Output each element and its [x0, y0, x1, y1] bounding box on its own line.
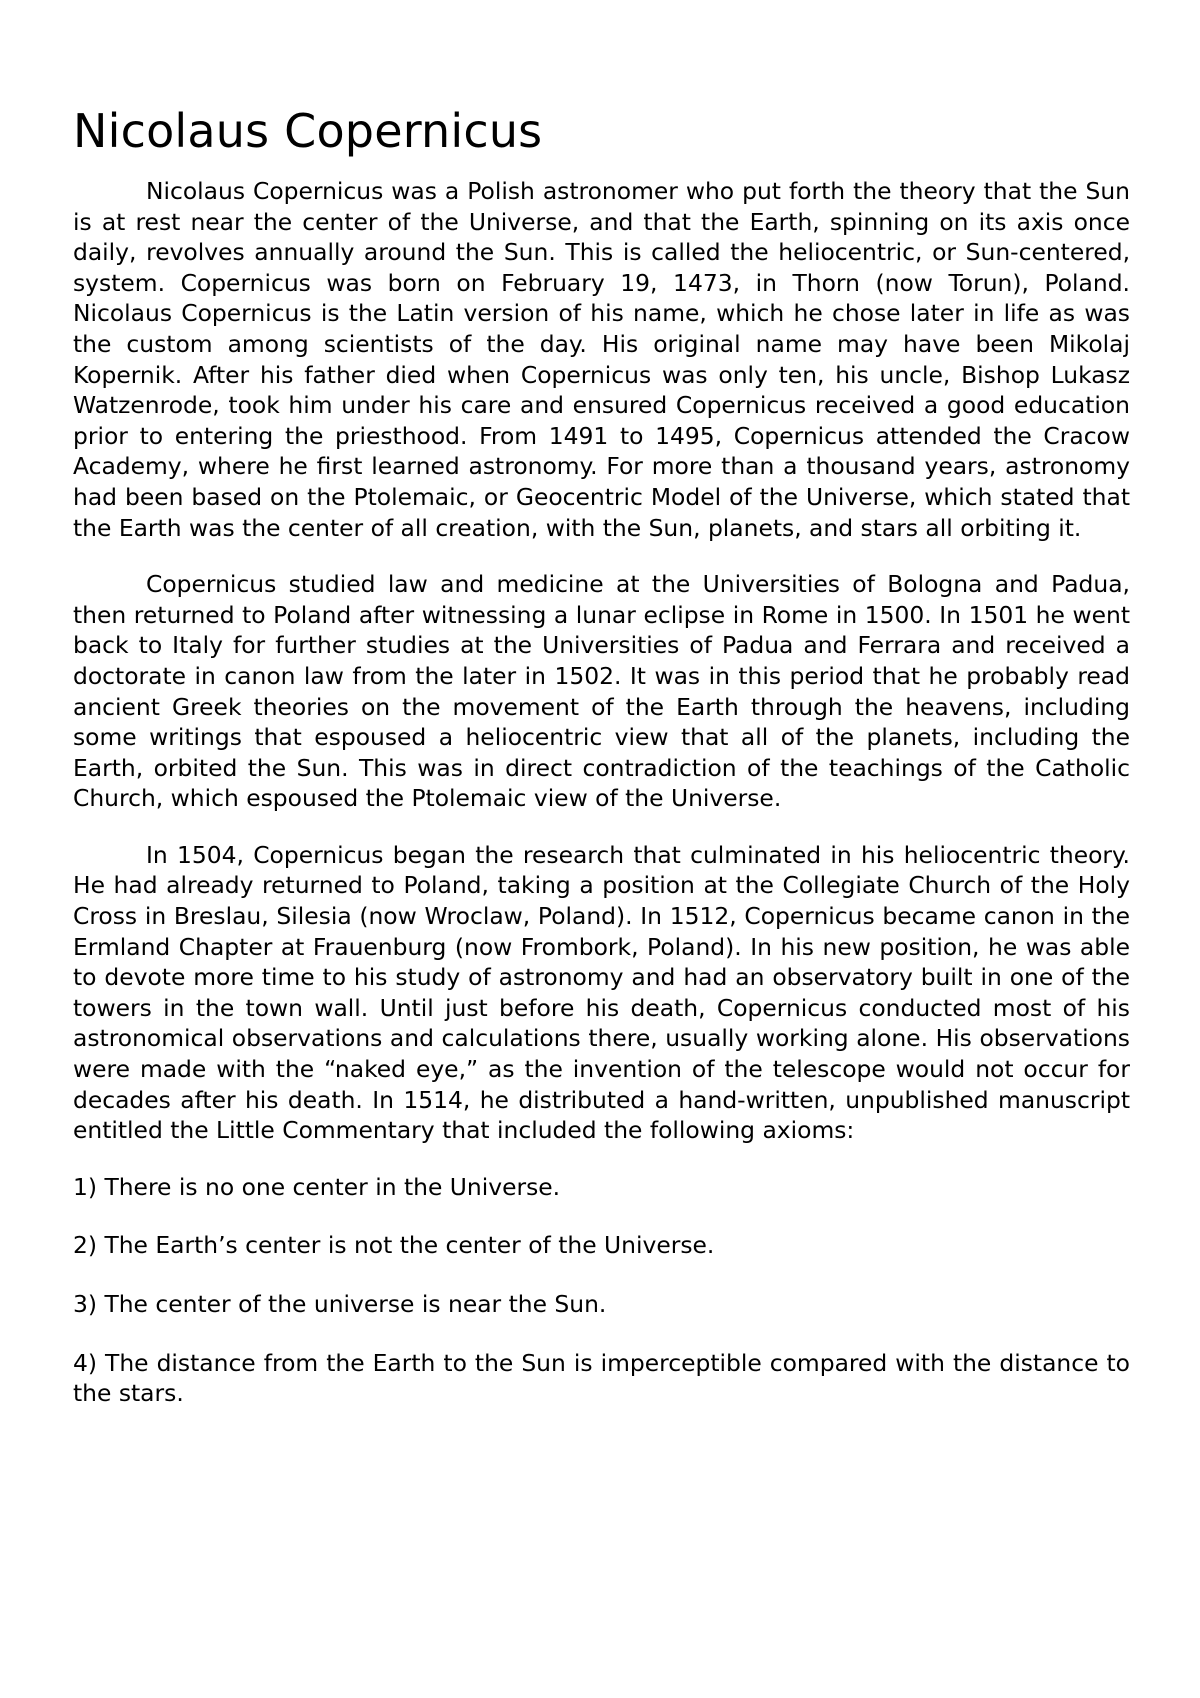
- paragraph-early-life: Nicolaus Copernicus was a Polish astronomer who put forth the theory that the Sun is at rest near the center of the Universe, and that the Earth, spinning on its axis once daily, revolves annually around the Sun. This is called the heliocentric, or Sun-centered, system. Copernicus was born on February 19, 1473, in Thorn (now Torun), Poland. Nicolaus Copernicus is the Latin version of his name, which he chose later in life as was the custom among scientists of the day. His original name may have been Mikolaj Kopernik. After his father died when Copernicus was only ten, his uncle, Bishop Lukasz Watzenrode, took him under his care and ensured Copernicus received a good education prior to entering the priesthood. From 1491 to 1495, Copernicus attended the Cracow Academy, where he first learned astronomy. For more than a thousand years, astronomy had been based on the Ptolemaic, or Geocentric Model of the Universe, which stated that the Earth was the center of all creation, with the Sun, planets, and stars all orbiting it.: [73, 177, 1130, 542]
- axiom-item: 3) The center of the universe is near the Sun.: [73, 1290, 607, 1318]
- axioms-list: [73, 1172, 1130, 1409]
- document-title: Nicolaus Copernicus: [73, 104, 543, 158]
- document-page: [73, 95, 1130, 1437]
- paragraph-studies: Copernicus studied law and medicine at the Universities of Bologna and Padua, then returned to Poland after witnessing a lunar eclipse in Rome in 1500. In 1501 he went back to Italy for further studies at the Universities of Padua and Ferrara and received a doctorate in canon law from the later in 1502. It was in this period that he probably read ancient Greek theories on the movement of the Earth through the heavens, including some writings that espoused a heliocentric view that all of the planets, including the Earth, orbited the Sun. This was in direct contradiction of the teachings of the Catholic Church, which espoused the Ptolemaic view of the Universe.: [73, 570, 1130, 813]
- axiom-item: 1) There is no one center in the Universe.: [73, 1172, 561, 1201]
- axiom-item: 4) The distance from the Earth to the Sun is imperceptible compared with the distance to the stars.: [73, 1348, 1130, 1408]
- axiom-item: 2) The Earth’s center is not the center of the Universe.: [73, 1231, 715, 1260]
- paragraph-research: In 1504, Copernicus began the research that culminated in his heliocentric theory. He had already returned to Poland, taking a position at the Collegiate Church of the Holy Cross in Breslau, Silesia (now Wroclaw, Poland). In 1512, Copernicus became canon in the Ermland Chapter at Frauenburg (now Frombork, Poland). In his new position, he was able to devote more time to his study of astronomy and had an observatory built in one of the towers in the town wall. Until just before his death, Copernicus conducted most of his astronomical observations and calculations there, usually working alone. His observations were made with the “naked eye,” as the invention of the telescope would not occur for decades after his death. In 1514, he distributed a hand-written, unpublished manuscript entitled the Little Commentary that included the following axioms:: [73, 840, 1130, 1145]
